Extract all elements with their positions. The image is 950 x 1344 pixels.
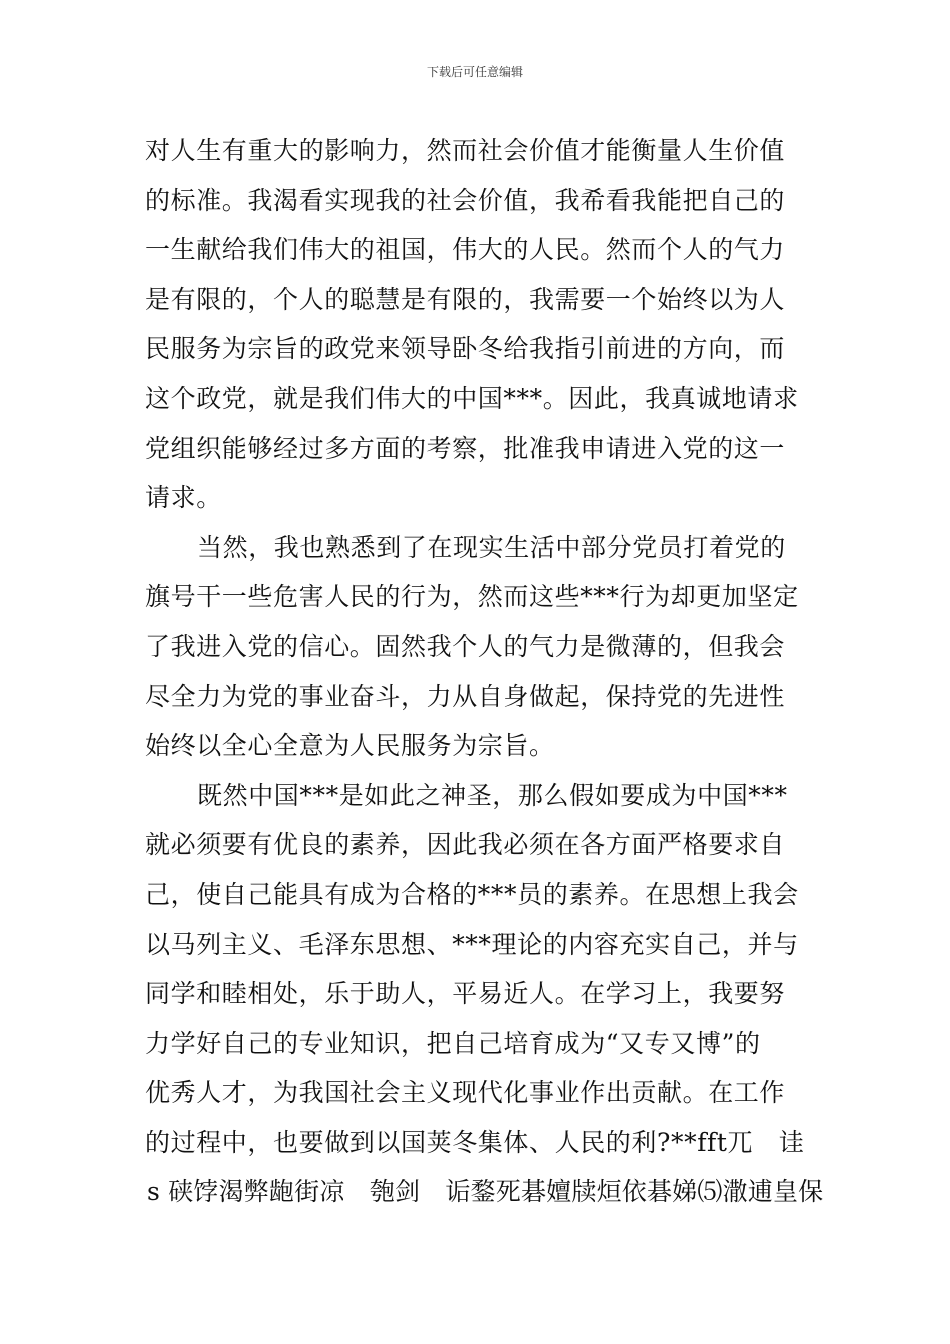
text-line: 既然中国***是如此之神圣，那么假如要成为中国*** [197, 780, 788, 810]
paragraph-2 [145, 527, 825, 775]
text-line: 这个政党，就是我们伟大的中国***。因此，我真诚地请求 [145, 383, 799, 413]
text-line: 对人生有重大的影响力，然而社会价值才能衡量人生价值 [145, 136, 786, 165]
text-line: 同学和睦相处，乐于助人，平易近人。在学习上，我要努 [145, 979, 786, 1009]
text-line: 一生献给我们伟大的祖国，伟大的人民。然而个人的气力 [145, 235, 786, 265]
text-line: 党组织能够经过多方面的考察，批准我申请进入党的这一 [145, 433, 786, 463]
text-line-garbled: s 硖饽渴弊龅街凉 匏剑 诟鍪死碁嬗牍烜依碁娣⑸潵逋皇保 [147, 1177, 824, 1207]
text-line: 始终以全心全意为人民服务为宗旨。 [145, 731, 555, 761]
paragraph-1 [145, 130, 825, 527]
text-line: 请求。 [145, 483, 222, 513]
text-line: 就必须要有优良的素养，因此我必须在各方面严格要求自 [145, 830, 786, 860]
text-line: 尽全力为党的事业奋斗，力从自身做起，保持党的先进性 [145, 681, 786, 711]
text-line: 优秀人才，为我国社会主义现代化事业作出贡献。在工作 [145, 1078, 786, 1108]
text-line: 力学好自己的专业知识，把自己培育成为“又专又博”的 [145, 1028, 761, 1058]
text-line: 了我进入党的信心。固然我个人的气力是微薄的，但我会 [145, 631, 786, 661]
document-body [145, 130, 825, 1221]
text-line: 以马列主义、毛泽东思想、***理论的内容充实自己，并与 [145, 929, 799, 959]
text-line: 的标准。我渴看实现我的社会价值，我希看我能把自己的 [145, 185, 786, 215]
text-line: 民服务为宗旨的政党来领导卧冬给我指引前进的方向，而 [145, 334, 786, 364]
page-header: 下载后可任意编辑 [426, 65, 523, 79]
text-line: 是有限的，个人的聪慧是有限的，我需要一个始终以为人 [145, 284, 786, 314]
text-line: 旗号干一些危害人民的行为，然而这些***行为却更加坚定 [145, 582, 799, 612]
text-line: 当然，我也熟悉到了在现实生活中部分党员打着党的 [197, 532, 786, 562]
text-line: 己，使自己能具有成为合格的***员的素养。在思想上我会 [145, 879, 799, 909]
paragraph-3 [145, 775, 825, 1221]
text-line: 的过程中，也要做到以国荚冬集体、人民的利?**fft兀 诖 [145, 1127, 805, 1157]
